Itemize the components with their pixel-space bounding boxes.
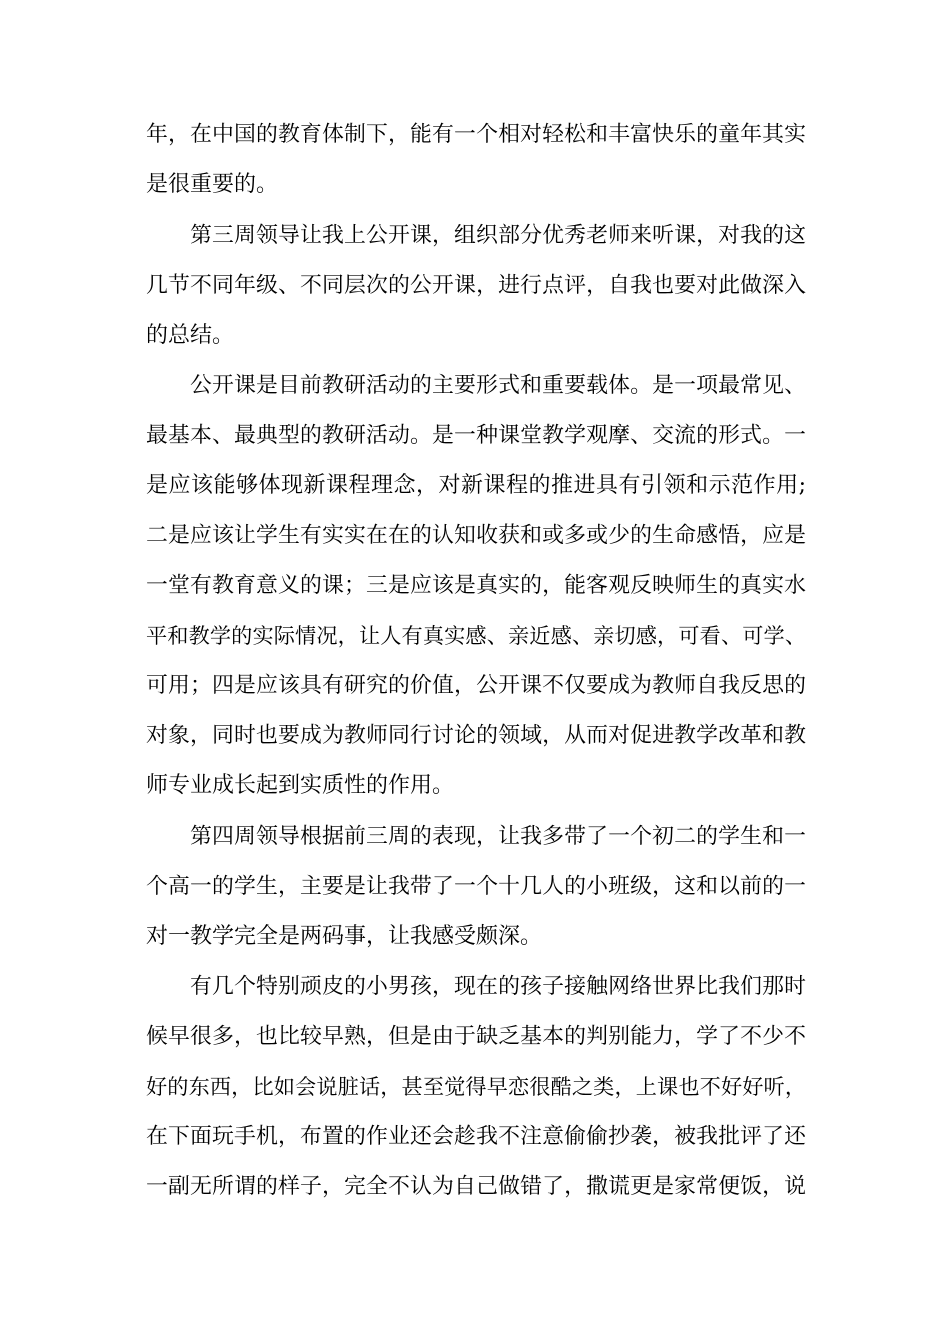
paragraph-3-line-9: 师专业成长起到实质性的作用。 xyxy=(146,773,455,798)
paragraph-5-line-2: 候早很多，也比较早熟，但是由于缺乏基本的判别能力，学了不少不 xyxy=(146,1024,806,1049)
paragraph-4-line-3: 对一教学完全是两码事，让我感受颇深。 xyxy=(146,924,543,949)
paragraph-2-line-2: 几节不同年级、不同层次的公开课，进行点评，自我也要对此做深入 xyxy=(146,273,806,298)
paragraph-3-line-5: 一堂有教育意义的课；三是应该是真实的，能客观反映师生的真实水 xyxy=(146,573,806,598)
paragraph-2-line-3: 的总结。 xyxy=(146,323,235,348)
paragraph-5-line-5: 一副无所谓的样子，完全不认为自己做错了，撒谎更是家常便饭，说 xyxy=(146,1174,806,1199)
paragraph-3-line-8: 对象，同时也要成为教师同行讨论的领域，从而对促进教学改革和教 xyxy=(146,723,806,748)
paragraph-3-line-2: 最基本、最典型的教研活动。是一种课堂教学观摩、交流的形式。一 xyxy=(146,423,806,448)
paragraph-3-line-4: 二是应该让学生有实实在在的认知收获和或多或少的生命感悟，应是 xyxy=(146,523,806,548)
paragraph-2-line-1: 第三周领导让我上公开课，组织部分优秀老师来听课，对我的这 xyxy=(190,223,806,248)
paragraph-4-line-1: 第四周领导根据前三周的表现，让我多带了一个初二的学生和一 xyxy=(190,824,806,849)
paragraph-3-line-1: 公开课是目前教研活动的主要形式和重要载体。是一项最常见、 xyxy=(190,373,806,398)
paragraph-5-line-4: 在下面玩手机，布置的作业还会趁我不注意偷偷抄袭，被我批评了还 xyxy=(146,1124,806,1149)
paragraph-3-line-6: 平和教学的实际情况，让人有真实感、亲近感、亲切感，可看、可学、 xyxy=(146,623,806,648)
paragraph-3-line-7: 可用；四是应该具有研究的价值，公开课不仅要成为教师自我反思的 xyxy=(146,673,806,698)
paragraph-1-line-2: 是很重要的。 xyxy=(146,172,279,197)
paragraph-1-line-1: 年，在中国的教育体制下，能有一个相对轻松和丰富快乐的童年其实 xyxy=(146,122,806,147)
paragraph-5-line-1: 有几个特别顽皮的小男孩，现在的孩子接触网络世界比我们那时 xyxy=(190,974,806,999)
paragraph-4-line-2: 个高一的学生，主要是让我带了一个十几人的小班级，这和以前的一 xyxy=(146,874,806,899)
paragraph-5-line-3: 好的东西，比如会说脏话，甚至觉得早恋很酷之类，上课也不好好听， xyxy=(146,1074,806,1099)
paragraph-3-line-3: 是应该能够体现新课程理念，对新课程的推进具有引领和示范作用; xyxy=(146,473,806,498)
